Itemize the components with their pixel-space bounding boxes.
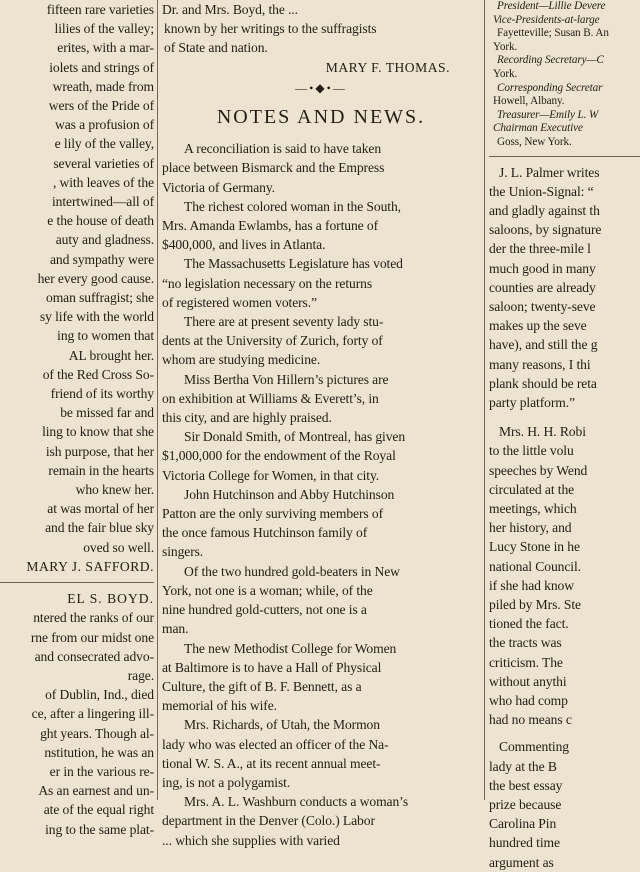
text-line: and gladly against th — [489, 202, 600, 218]
text-line: York, not one is a woman; while, of the — [162, 582, 373, 598]
text-line: the tracts was — [489, 635, 562, 651]
section-headline: NOTES AND NEWS. — [216, 106, 426, 129]
text-line: auty and gladness. — [55, 232, 154, 248]
text-line: dents at the University of Zurich, forty of — [162, 333, 383, 349]
text-line: saloons, by signature — [489, 222, 602, 238]
text-line: Sir Donald Smith, of Montreal, has given — [184, 429, 406, 445]
text-line: Mrs. Amanda Ewlambs, has a fortune of — [162, 218, 379, 234]
text-line: known by her writings to the suffragists — [164, 21, 377, 37]
text-line: Victoria of Germany. — [162, 179, 275, 195]
text-line: lady who was elected an officer of the Na- — [162, 736, 389, 752]
text-line: ght years. Though al- — [40, 725, 154, 741]
text-line: national Council. — [489, 558, 581, 574]
text-line: ce, after a lingering ill- — [31, 706, 154, 722]
middle-column — [162, 0, 480, 848]
officer-line: Fayetteville; Susan B. An — [497, 27, 609, 40]
text-line: nstitution, he was an — [44, 744, 154, 760]
news-item — [162, 485, 480, 562]
text-line: Miss Bertha Von Hillern’s pictures are — [184, 371, 389, 387]
text-line: The new Methodist College for Women — [184, 640, 397, 656]
text-line: the best essay — [489, 777, 563, 793]
news-item — [162, 312, 480, 370]
text-line: singers. — [162, 544, 204, 560]
text-line: whom are studying medicine. — [162, 352, 321, 368]
divider — [489, 156, 640, 157]
text-line: on exhibition at Williams & Everett’s, in — [162, 390, 379, 406]
news-item — [162, 562, 480, 639]
divider — [0, 582, 154, 583]
text-line: makes up the seve — [489, 318, 587, 334]
text-line: ling to know that she — [42, 424, 154, 440]
text-line: ing to the same plat- — [45, 821, 154, 837]
text-line: der the three-mile l — [489, 241, 591, 257]
text-line: intertwined—all of — [51, 194, 154, 210]
ornament-divider: —•◆•— — [295, 80, 347, 95]
text-line: $400,000, and lives in Atlanta. — [162, 237, 326, 253]
text-line: much good in many — [489, 260, 596, 276]
text-line: who had comp — [489, 693, 568, 709]
text-line: saloon; twenty-seve — [489, 298, 596, 314]
text-line: The Massachusetts Legislature has voted — [184, 256, 403, 272]
signature: MARY J. SAFFORD. — [26, 558, 154, 574]
text-line: at Baltimore is to have a Hall of Physical — [162, 659, 382, 675]
text-line: plank should be reta — [489, 375, 597, 391]
text-line: several varieties of — [53, 155, 154, 171]
column-rule — [484, 0, 485, 800]
text-line: prize because — [489, 797, 562, 813]
text-line: circulated at the — [489, 481, 575, 497]
signature: MARY F. THOMAS. — [325, 59, 450, 75]
text-line: oman suffragist; she — [46, 290, 154, 306]
text-line: Victoria College for Women, in that city. — [162, 467, 380, 483]
text-line: wreath, made from — [52, 78, 154, 94]
text-line: iolets and strings of — [49, 59, 154, 75]
text-line: memorial of his wife. — [162, 698, 277, 714]
text-line: fifteen rare varieties — [46, 2, 154, 17]
officer-line: Goss, New York. — [497, 135, 572, 148]
text-line: Lucy Stone in he — [489, 539, 580, 555]
text-line: sy life with the world — [39, 309, 154, 325]
text-line: rne from our midst one — [30, 629, 154, 645]
text-line: oved so well. — [83, 539, 154, 555]
text-line: ntered the ranks of our — [33, 610, 154, 626]
text-line: the Union-Signal: “ — [489, 183, 594, 199]
officer-line: York. — [493, 67, 518, 80]
text-line: place between Bismarck and the Empress — [162, 160, 385, 176]
news-item — [162, 639, 480, 716]
spacer — [489, 729, 640, 737]
text-line: A reconciliation is said to have taken — [184, 141, 382, 157]
text-line: ing to women that — [57, 328, 154, 344]
text-line: tioned the fact. — [489, 616, 569, 632]
news-item — [162, 254, 480, 312]
text-line: remain in the hearts — [48, 462, 154, 478]
news-item — [162, 370, 480, 428]
text-line: her history, and — [489, 520, 572, 536]
text-line: her every good cause. — [37, 270, 154, 286]
text-line: department in the Denver (Colo.) Labor — [162, 813, 375, 829]
text-line: of State and nation. — [164, 40, 268, 56]
text-line: John Hutchinson and Abby Hutchinson — [184, 486, 395, 502]
text-line: to the little volu — [489, 443, 574, 459]
text-line: $1,000,000 for the endowment of the Royal — [162, 448, 396, 464]
text-line: criticism. The — [489, 654, 563, 670]
text-line: There are at present seventy lady stu- — [184, 314, 384, 330]
text-line: this city, and are highly praised. — [162, 410, 332, 426]
text-line: erites, with a mar- — [57, 40, 154, 56]
text-line: Culture, the gift of B. F. Bennett, as a — [162, 678, 362, 694]
text-line: without anythi — [489, 673, 567, 689]
text-line: if she had know — [489, 577, 574, 593]
text-line: e the house of death — [47, 213, 154, 229]
text-line: ish purpose, that her — [45, 443, 154, 459]
text-line: J. L. Palmer writes — [499, 164, 600, 180]
officer-line: Howell, Albany. — [493, 95, 565, 108]
text-line: The richest colored woman in the South, — [184, 198, 401, 214]
text-line: Mrs. Richards, of Utah, the Mormon — [184, 717, 380, 733]
officer-line: Treasurer—Emily L. W — [497, 108, 599, 121]
text-line: “no legislation necessary on the returns — [162, 275, 373, 291]
text-line: Mrs. A. L. Washburn conducts a woman’s — [184, 794, 409, 810]
text-line: had no means c — [489, 712, 572, 728]
text-line: of registered women voters.” — [162, 294, 317, 310]
text-line: tional W. S. A., at its recent annual meet- — [162, 755, 381, 771]
text-line: Carolina Pin — [489, 816, 557, 832]
text-line: and consecrated advo- — [34, 648, 154, 664]
text-line: man. — [162, 621, 189, 637]
text-line: ate of the equal right — [43, 802, 154, 818]
text-line: Dr. and Mrs. Boyd, the ... — [162, 2, 298, 17]
right-column — [489, 0, 640, 870]
text-line: ing, is not a polygamist. — [162, 774, 291, 790]
text-line: rage. — [127, 667, 154, 683]
text-line: Mrs. H. H. Robi — [499, 424, 586, 440]
text-line: Commenting — [499, 739, 569, 755]
text-line: of the Red Cross So- — [42, 366, 154, 382]
officer-line: Corresponding Secretar — [497, 81, 603, 94]
section-heading: EL S. BOYD. — [67, 591, 154, 607]
text-line: at was mortal of her — [47, 501, 154, 517]
text-line: many reasons, I thi — [489, 356, 591, 372]
text-line: and sympathy were — [50, 251, 154, 267]
column-rule — [157, 0, 158, 800]
text-line: the once famous Hutchinson family of — [162, 525, 368, 541]
left-column — [0, 0, 154, 837]
spacer — [489, 412, 640, 422]
text-line: piled by Mrs. Ste — [489, 597, 581, 612]
text-line: er in the various re- — [49, 763, 154, 779]
text-line: was a profusion of — [55, 117, 154, 133]
news-item — [162, 197, 480, 255]
text-line: friend of its worthy — [50, 386, 154, 402]
text-line: AL brought her. — [68, 347, 154, 363]
text-line: party platform.” — [489, 394, 575, 410]
officer-line: Recording Secretary—C — [497, 54, 604, 67]
text-line: lilies of the valley; — [54, 21, 154, 37]
officer-line: Chairman Executive — [493, 122, 583, 135]
news-item — [162, 715, 480, 792]
news-item — [162, 792, 480, 850]
text-line: , with leaves of the — [52, 174, 154, 190]
text-line: hundred time — [489, 835, 560, 851]
text-line: of Dublin, Ind., died — [45, 687, 154, 703]
text-line: lady at the B — [489, 758, 557, 774]
news-item — [162, 427, 480, 485]
text-line: ... which she supplies with varied — [162, 832, 340, 848]
text-line: Of the two hundred gold-beaters in New — [184, 563, 400, 579]
text-line: nine hundred gold-cutters, not one is a — [162, 602, 367, 618]
news-item — [162, 139, 480, 197]
text-line: and the fair blue sky — [45, 520, 154, 536]
text-line: Patton are the only surviving members of — [162, 506, 384, 522]
text-line: argument as — [489, 854, 554, 870]
text-line: e lily of the valley, — [54, 136, 154, 152]
text-line: As an earnest and un- — [38, 783, 154, 799]
text-line: who knew her. — [75, 482, 154, 498]
text-line: speeches by Wend — [489, 462, 588, 478]
text-line: meetings, which — [489, 500, 577, 516]
text-line: wers of the Pride of — [48, 98, 154, 114]
text-line: have), and still the g — [489, 337, 598, 353]
text-line: be missed far and — [60, 405, 154, 421]
officer-line: York. — [493, 40, 518, 53]
officer-line: President—Lillie Devere — [497, 0, 606, 12]
officer-line: Vice-Presidents-at-large — [493, 13, 600, 26]
text-line: counties are already — [489, 279, 596, 295]
